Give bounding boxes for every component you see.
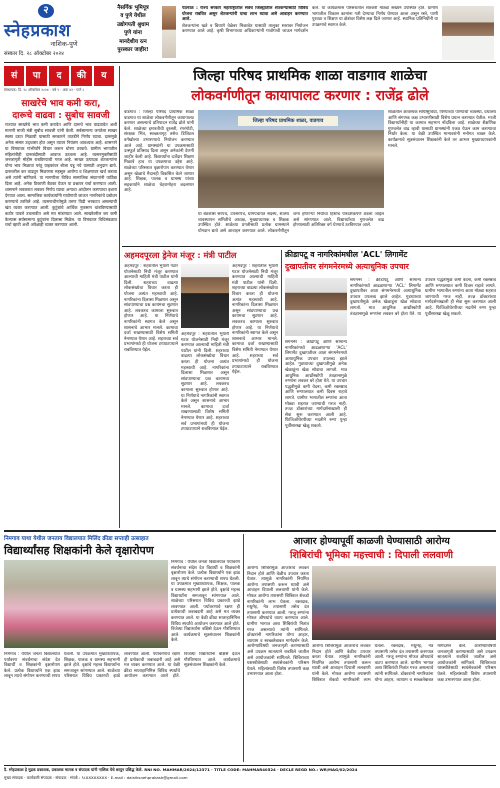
footer-contact: मुख्य संपादक · कार्यकारी संपादक · संपादक · संपर्क : ९८XXXXXXXX · E-mail : dainiksnehprakash@gmail.com <box>4 775 188 780</box>
sports-photo <box>285 278 347 336</box>
column-divider <box>281 250 282 528</box>
health-body-left: आरोग्य शिबिरांमुळे आजारांचे लवकर निदान होते आणि वेळीच उपचार करता येतात. त्यामुळे नागरिकांनी नियमित आरोग्य तपासणी करून घ्यावी असे आवाहन दिपाली ललवाणी यांनी केले. मोफत आरोग्य तपासणी शिबिरात शेकडो नागरिकांनी लाभ घेतला. रक्तदाब, मधुमेह, नेत्र तपासणी तसेच दंत तपासणी करण्यात आली. गरजू रुग्णांना मोफत औषधांचे वाटप करण्यात आले. ग्रामीण भागात अशा शिबिरांची नितांत गरज असल्याचे त्यांनी सांगितले. डॉक्टरांनी नागरिकांना योग्य आहार, व्यायाम व स्वच्छतेबाबत मार्गदर्शन केले. आरोग्याविषयी जनजागृती करण्यासाठी असे उपक्रम सातत्याने राबविले जातील असे आयोजकांनी सांगितले. शिबिराच्या यशस्वीतेसाठी स्वयंसेवकांनी परिश्रम घेतले. महिलांसाठी विशेष तपासणी कक्ष उभारण्यात आला होता. <box>247 566 309 678</box>
divider <box>122 246 496 247</box>
section-meta: संस्थापक: दि. २८ ऑक्टोबर २०२४ · वर्ष ९ · अंक ४२ · पाने ८ <box>4 88 85 92</box>
lead-col-3: शाळेतील आवश्यक सोयीसुविधा, पिण्याच्या पाण्याची व्यवस्था, ग्रंथालय आणि संगणक कक्ष उभारणीसाठी विशेष प्रयत्न करण्यात येतील. माजी विद्यार्थ्यांनीही या कामात सहभाग नोंदविला आहे. शाळेच्या शैक्षणिक गुणवत्तेत वाढ व्हावी यासाठी ग्रामस्थांनी एकत्र येऊन काम करण्याचा निर्धार केला. या वेळी उपस्थित मान्यवरांनी मनोगत व्यक्त केले. कार्यक्रमाचे सूत्रसंचालन शिक्षकांनी केले तर आभार मुख्याध्यापकांनी मानले. <box>388 110 496 149</box>
editorial-body: राज्यात साखरेचे भाव कमी करावेत आणि दारूचे भाव वाढवावेत अशी मागणी माजी मंत्री सुबोध सावजी यांनी केली. सर्वसामान्य जनतेला साखर स्वस्त दरात मिळावी यासाठी सरकारने तातडीने निर्णय घ्यावा. दारूमुळे अनेक संसार उद्ध्वस्त होत असून त्यावर नियंत्रण आवश्यक आहे. शासनाने या विषयावर गांभीर्याने विचार करून धोरण ठरवावे. ग्रामीण भागातील महिलांनीही दारूबंदीसाठी आवाज उठवला आहे. व्यसनमुक्तीसाठी जनजागृती मोहीम राबविण्याची गरज आहे. साखर उत्पादक शेतकऱ्यांना योग्य भाव मिळावा परंतु ग्राहकांवर बोजा पडू नये यासाठी अनुदान द्यावे. दारूवरील कर वाढवून मिळणारा महसूल आरोग्य व शिक्षणावर खर्च करावा असे त्यांनी सांगितले. या मागणीला विविध सामाजिक संघटनांनी पाठिंबा दिला आहे. अनेक ठिकाणी बैठका घेऊन या प्रश्नावर चर्चा करण्यात आली. शासनाने लवकरात लवकर निर्णय घ्यावा अन्यथा आंदोलन करण्याचा इशारा देण्यात आला. सामाजिक कार्यकर्त्यांनी गावोगावी जाऊन नागरिकांचे प्रबोधन करण्याचे ठरविले आहे. व्यसनाधीनतेमुळे तरुण पिढी भरकटत असल्याची खंत व्यक्त करण्यात आली. कुटुंबांचे आर्थिक नुकसान थांबविण्यासाठी कठोर पावले उचलावीत असे मत मांडण्यात आले. साखरेवरील कर कमी केल्यास सर्वसामान्य कुटुंबांना दिलासा मिळेल. या विषयावर विधिमंडळात चर्चा व्हावी अशी अपेक्षाही व्यक्त करण्यात आली. <box>5 122 117 228</box>
banner-letter: द <box>49 66 69 86</box>
school-headline: विद्यार्थ्यांसह शिक्षकांनी केले वृक्षारोपण <box>4 544 154 557</box>
promo-line: नैसर्गिक भूमिपूत्र <box>117 5 149 11</box>
lead-headline-1: जिल्हा परिषद प्राथमिक शाळा वाडगाव शाळेचा <box>193 68 427 84</box>
divider <box>4 765 496 766</box>
health-headline-1: आजार होण्यापूर्वी काळजी घेण्यासाठी आरोग्य <box>293 536 450 547</box>
masthead-date: संस्कार दि. २८ ऑक्टोबर २०२४ <box>4 51 64 57</box>
lead-col-2: या बैठकीस सरपंच, उपसरपंच, ग्रामपंचायत सदस्य, शालेय व्यवस्थापन समितीचे अध्यक्ष, मुख्याध्यापक व शिक्षक उपस्थित होते. शाळेच्या प्रगतीसाठी प्रत्येक ग्रामस्थाने योगदान द्यावे असे आवाहन करण्यात आले. लोकवर्गणीतून जमा होणाऱ्या निधीचा हिशोब पारदर्शकपणे ठेवला जाईल असे सांगण्यात आले. विद्यार्थ्यांच्या गुणवत्तेत वाढ होण्यासाठी अतिरिक्त वर्ग घेण्याचे ठरविण्यात आले. <box>198 212 384 234</box>
promo-portrait <box>162 6 176 58</box>
lead-col-1: वाडगाव : जिल्हा परिषद प्राथमिक शाळा वाडगाव या शाळेचा लोकवर्गणीतून कायापालट करणार असल्याचे प्रतिपादन राजेंद्र ढोले यांनी केले. शाळेच्या इमारतीची दुरुस्ती, रंगरंगोटी, संरक्षक भिंत, स्वच्छतागृह तसेच डिजिटल वर्गखोल्या उभारण्याचे नियोजन करण्यात आले आहे. ग्रामस्थांनी या उपक्रमासाठी उत्स्फूर्त प्रतिसाद दिला असून अनेकांनी देणगी जाहीर केली आहे. विद्यार्थ्यांना दर्जेदार शिक्षण मिळावे हाच या उपक्रमाचा उद्देश आहे. शाळेच्या परिसरात वृक्षारोपण करण्यात येणार असून खेळाचे मैदानही विकसित केले जाणार आहे. शिक्षक, पालक व ग्रामस्थ यांच्या सहकार्याने शाळेचा चेहरामोहरा बदलणार आहे. <box>124 110 194 194</box>
promo-line: पुणे यांना <box>124 30 142 37</box>
sports-headline-1: क्रीडापटू व नागरिकांमधील 'ACL' लिगामेंट <box>285 250 408 259</box>
health-photo <box>312 566 496 640</box>
health-headline-2: शिबिरांची भूमिका महत्त्वाची : दिपाली ललवाणी <box>290 550 453 561</box>
editorial-title: साखरेचे भाव कमी करा, <box>21 99 101 109</box>
school-body: निमगाव : येथील जनता विद्यालयात पर्यावरण संवर्धनाचा संदेश देत विद्यार्थी व शिक्षकांनी वृक्षारोपण केले. प्रत्येक विद्यार्थ्याने एक झाड लावून त्याचे संगोपन करण्याची शपथ घेतली. या उपक्रमात मुख्याध्यापक, शिक्षक, पालक व ग्रामस्थ सहभागी झाले होते. वृक्षांचे महत्त्व विद्यार्थ्यांना समजावून सांगण्यात आले. शाळेच्या परिसरात विविध प्रकारची झाडे लावण्यात आली. पर्यावरणाचे रक्षण ही प्रत्येकाची जबाबदारी आहे असे मत व्यक्त करण्यात आले. या वेळी क्रीडा सप्ताहानिमित्त विविध स्पर्धांचे आयोजन करण्यात आले होते. विजेत्या विद्यार्थ्यांना बक्षिसे देऊन गौरविण्यात आले. कार्यक्रमाचे सूत्रसंचालन शिक्षकांनी केले. <box>4 652 240 680</box>
masthead-name: स्नेहप्रकाश <box>4 21 71 41</box>
minister-photo <box>181 264 229 328</box>
sports-body: संगमनेर : क्रीडापटू आणि सामान्य नागरिकांमध्ये आढळणाऱ्या 'ACL' लिगामेंट दुखापतीवर आता संगमनेरमध्ये अत्याधुनिक उपचार उपलब्ध झाले आहेत. गुडघ्याच्या दुखापतीमुळे अनेक खेळाडूंना खेळ सोडावा लागतो. मात्र आधुनिक आर्थ्रोस्कोपी तंत्रज्ञानामुळे रुग्णांना लवकर बरे होता येते. या उपचार पद्धतीमुळे कमी वेदना, कमी रक्तस्राव आणि रुग्णालयात कमी दिवस राहावे लागते. ग्रामीण भागातील रुग्णांना आता मोठ्या शहरात जाण्याची गरज नाही. तज्ज्ञ डॉक्टरांच्या मार्गदर्शनाखाली ही सेवा सुरू करण्यात आली आहे. फिजिओथेरपीच्या मदतीने रुग्ण पुन्हा पूर्वीसारखा खेळू शकतो. <box>350 278 496 317</box>
footer-imprint: दै. स्नेहप्रकाश हे मुद्रक प्रकाशक, प्रकाशक मालक व संपादक यांनी नाशिक येथे छापून प्रसिद्ध केले. RNI NO. MAHMAR/2024/12371 · TITLE CODE: MAHMAR40524 · DECLE REGD NO.: WR/MAG/02/2024 <box>4 767 358 772</box>
masthead-edition: नाशिक-पुणे <box>50 40 78 48</box>
top-article <box>182 6 438 62</box>
divider <box>4 62 496 63</box>
section-banner <box>4 66 114 86</box>
lead-photo-caption: जिल्हा परिषद प्राथमिक शाळा, वाडगाव <box>238 116 338 126</box>
top-article-portrait <box>442 6 494 60</box>
masthead-promo <box>104 4 162 59</box>
promo-line: उद्योगपती श्रुधाम <box>117 21 149 28</box>
sports-headline-2: दुखापतीवर संगमनेरमध्ये अत्याधुनिक उपचार <box>285 262 409 271</box>
minister-body-col3: अहमदपूर : शहरातील भुयारी गटार योजनेसाठी निधी मंजूर करण्यात आल्याची माहिती मंत्री पाटील यांनी दिली. शहराच्या वाढत्या लोकसंख्येचा विचार करता ही योजना अत्यंत महत्त्वाची आहे. नागरिकांना दिलासा मिळणार असून सांडपाण्याचा प्रश्न कायमचा सुटणार आहे. लवकरच कामाला सुरुवात होणार आहे. या निर्णयाचे नागरिकांनी स्वागत केले असून शासनाचे आभार मानले. कामाचा दर्जा राखण्यासाठी विशेष समिती नेमण्यात येणार आहे. शहराच्या सर्व प्रभागांमध्ये ही योजना टप्प्याटप्प्याने राबविण्यात येईल. <box>232 264 278 376</box>
school-kicker: निमगाव याथा येथील जनताय विद्यालयात मिलिंद क्रीडा सप्ताही उत्साहात <box>4 536 149 542</box>
health-body: आरोग्य शिबिरांमुळे आजारांचे लवकर निदान होते आणि वेळीच उपचार करता येतात. त्यामुळे नागरिकांनी नियमित आरोग्य तपासणी करून घ्यावी असे आवाहन दिपाली ललवाणी यांनी केले. मोफत आरोग्य तपासणी शिबिरात शेकडो नागरिकांनी लाभ घेतला. रक्तदाब, मधुमेह, नेत्र तपासणी तसेच दंत तपासणी करण्यात आली. गरजू रुग्णांना मोफत औषधांचे वाटप करण्यात आले. ग्रामीण भागात अशा शिबिरांची नितांत गरज असल्याचे त्यांनी सांगितले. डॉक्टरांनी नागरिकांना योग्य आहार, व्यायाम व स्वच्छतेबाबत मार्गदर्शन केले. आरोग्याविषयी जनजागृती करण्यासाठी असे उपक्रम सातत्याने राबविले जातील असे आयोजकांनी सांगितले. शिबिराच्या यशस्वीतेसाठी स्वयंसेवकांनी परिश्रम घेतले. महिलांसाठी विशेष तपासणी कक्ष उभारण्यात आला होता. <box>312 644 496 683</box>
top-article-lead: पेठनाळ : राज्य सरकार महाराष्ट्रातील सर्वच जिल्ह्यातील शेतकऱ्यांसाठी विविध योजना राबवित असून शेतकऱ्यांनी याचा लाभ घ्यावा असे आवाहन करण्यात आले. <box>182 6 308 23</box>
column-divider <box>243 534 244 762</box>
banner-letter: य <box>94 66 114 86</box>
promo-line: मानदेशीय रत्न <box>119 38 147 45</box>
masthead-logo-number: २ <box>38 4 54 18</box>
column-divider <box>119 66 120 528</box>
school-body-right: निमगाव : येथील जनता विद्यालयात पर्यावरण संवर्धनाचा संदेश देत विद्यार्थी व शिक्षकांनी वृक्षारोपण केले. प्रत्येक विद्यार्थ्याने एक झाड लावून त्याचे संगोपन करण्याची शपथ घेतली. या उपक्रमात मुख्याध्यापक, शिक्षक, पालक व ग्रामस्थ सहभागी झाले होते. वृक्षांचे महत्त्व विद्यार्थ्यांना समजावून सांगण्यात आले. शाळेच्या परिसरात विविध प्रकारची झाडे लावण्यात आली. पर्यावरणाचे रक्षण ही प्रत्येकाची जबाबदारी आहे असे मत व्यक्त करण्यात आले. या वेळी क्रीडा सप्ताहानिमित्त विविध स्पर्धांचे आयोजन करण्यात आले होते. विजेत्या विद्यार्थ्यांना बक्षिसे देऊन गौरविण्यात आले. कार्यक्रमाचे सूत्रसंचालन शिक्षकांनी केले. <box>171 560 240 644</box>
minister-body-left: अहमदपूर : शहरातील भुयारी गटार योजनेसाठी निधी मंजूर करण्यात आल्याची माहिती मंत्री पाटील यांनी दिली. शहराच्या वाढत्या लोकसंख्येचा विचार करता ही योजना अत्यंत महत्त्वाची आहे. नागरिकांना दिलासा मिळणार असून सांडपाण्याचा प्रश्न कायमचा सुटणार आहे. लवकरच कामाला सुरुवात होणार आहे. या निर्णयाचे नागरिकांनी स्वागत केले असून शासनाचे आभार मानले. कामाचा दर्जा राखण्यासाठी विशेष समिती नेमण्यात येणार आहे. शहराच्या सर्व प्रभागांमध्ये ही योजना टप्प्याटप्प्याने राबविण्यात येईल. <box>124 264 178 353</box>
school-photo <box>4 560 168 648</box>
banner-letter: की <box>71 66 91 86</box>
editorial-title-2: दारूचे वाढवा : सुबोध सावजी <box>12 111 110 121</box>
lead-headline-2: लोकवर्गणीतून कायापालट करणार : राजेंद्र ढोले <box>191 88 429 104</box>
top-article-body: शेतकऱ्यांना खते व बियाणे वेळेवर मिळावेत यासाठी तालुका स्तरावर नियोजन करण्यात आले आहे. कृषी विभागाच्या अधिकाऱ्यांनी गावोगावी जाऊन मार्गदर्शन केले. या कार्यक्रमास परिसरातील शेतकरी मोठ्या संख्येने उपस्थित होते. ग्रामीण भागातील विकास कामांना गती देण्याचा निर्णय घेण्यात आला असून रस्ते, पाणी पुरवठा व शिक्षण या क्षेत्रांवर विशेष लक्ष दिले जाणार आहे. स्थानिक प्रतिनिधींनी या उपक्रमाचे स्वागत केले. <box>182 6 438 35</box>
sports-body-cont: संगमनेर : क्रीडापटू आणि सामान्य नागरिकांमध्ये आढळणाऱ्या 'ACL' लिगामेंट दुखापतीवर आता संगमनेरमध्ये अत्याधुनिक उपचार उपलब्ध झाले आहेत. गुडघ्याच्या दुखापतीमुळे अनेक खेळाडूंना खेळ सोडावा लागतो. मात्र आधुनिक आर्थ्रोस्कोपी तंत्रज्ञानामुळे रुग्णांना लवकर बरे होता येते. या उपचार पद्धतीमुळे कमी वेदना, कमी रक्तस्राव आणि रुग्णालयात कमी दिवस राहावे लागते. ग्रामीण भागातील रुग्णांना आता मोठ्या शहरात जाण्याची गरज नाही. तज्ज्ञ डॉक्टरांच्या मार्गदर्शनाखाली ही सेवा सुरू करण्यात आली आहे. फिजिओथेरपीच्या मदतीने रुग्ण पुन्हा पूर्वीसारखा खेळू शकतो. <box>285 340 347 429</box>
banner-letter: सं <box>4 66 24 86</box>
divider <box>4 530 496 532</box>
promo-line: पुरस्कार जाहीर! <box>117 47 149 54</box>
banner-letter: पा <box>26 66 46 86</box>
minister-body-right: अहमदपूर : शहरातील भुयारी गटार योजनेसाठी निधी मंजूर करण्यात आल्याची माहिती मंत्री पाटील यांनी दिली. शहराच्या वाढत्या लोकसंख्येचा विचार करता ही योजना अत्यंत महत्त्वाची आहे. नागरिकांना दिलासा मिळणार असून सांडपाण्याचा प्रश्न कायमचा सुटणार आहे. लवकरच कामाला सुरुवात होणार आहे. या निर्णयाचे नागरिकांनी स्वागत केले असून शासनाचे आभार मानले. कामाचा दर्जा राखण्यासाठी विशेष समिती नेमण्यात येणार आहे. शहराच्या सर्व प्रभागांमध्ये ही योजना टप्प्याटप्प्याने राबविण्यात येईल. <box>181 332 229 433</box>
lead-photo <box>198 110 384 208</box>
promo-line: व पुणे येथील <box>120 13 146 20</box>
minister-headline: अहमदपूरला ड्रेनेज मंजूर : मंत्री पाटील <box>124 250 237 260</box>
